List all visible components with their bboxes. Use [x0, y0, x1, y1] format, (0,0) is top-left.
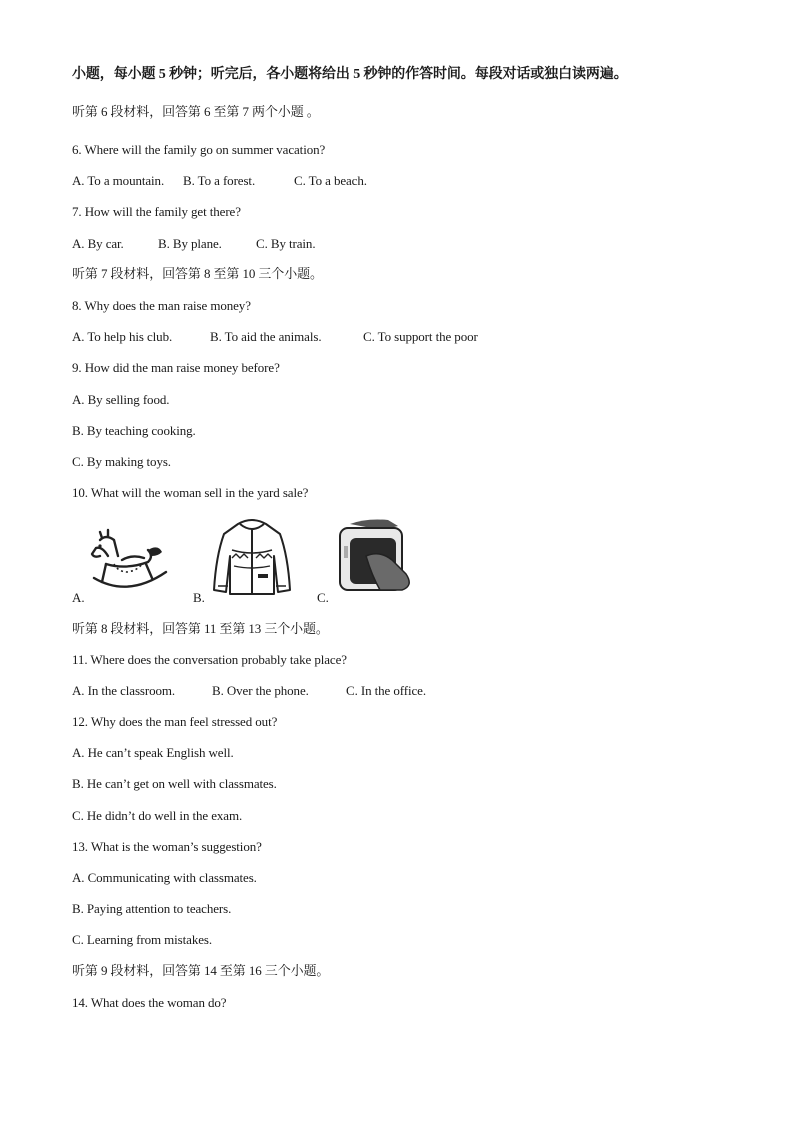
question-13-stem: 13. What is the woman’s suggestion?	[72, 839, 262, 854]
question-9-option-c[interactable]: C. By making toys.	[72, 454, 171, 469]
section-7-heading: 听第 7 段材料，回答第 8 至第 10 三个小题。	[72, 266, 323, 281]
option-a[interactable]: A. By car.	[72, 236, 124, 251]
option-c[interactable]: C. By train.	[256, 236, 316, 251]
question-9-option-a[interactable]: A. By selling food.	[72, 392, 170, 407]
question-7-stem: 7. How will the family get there?	[72, 204, 241, 219]
option-c[interactable]: C. To a beach.	[294, 173, 367, 188]
question-12-option-c[interactable]: C. He didn’t do well in the exam.	[72, 808, 243, 823]
option-c[interactable]: C. In the office.	[346, 683, 427, 698]
question-9-stem: 9. How did the man raise money before?	[72, 360, 280, 375]
option-c[interactable]: C. To support the poor	[363, 329, 478, 344]
question-13-option-a[interactable]: A. Communicating with classmates.	[72, 870, 257, 885]
picture-b-label[interactable]: B.	[193, 590, 205, 605]
question-11-stem: 11. Where does the conversation probably take place?	[72, 652, 347, 667]
jacket-picture	[210, 516, 294, 596]
option-b[interactable]: B. By plane.	[158, 236, 222, 251]
question-10-stem: 10. What will the woman sell in the yard sale?	[72, 485, 309, 500]
option-a[interactable]: A. In the classroom.	[72, 683, 176, 698]
toaster-picture	[336, 516, 418, 596]
option-a[interactable]: A. To help his club.	[72, 329, 173, 344]
option-b[interactable]: B. Over the phone.	[212, 683, 309, 698]
option-b[interactable]: B. To a forest.	[183, 173, 256, 188]
section-9-heading: 听第 9 段材料，回答第 14 至第 16 三个小题。	[72, 963, 330, 978]
section-8-heading: 听第 8 段材料，回答第 11 至第 13 三个小题。	[72, 621, 329, 636]
option-b[interactable]: B. To aid the animals.	[210, 329, 322, 344]
question-8-stem: 8. Why does the man raise money?	[72, 298, 251, 313]
question-11-options	[72, 682, 426, 700]
intro-text: 小题，每小题 5 秒钟；听完后，各小题将给出 5 秒钟的作答时间。每段对话或独白读两遍。	[72, 67, 628, 82]
question-14-stem: 14. What does the woman do?	[72, 995, 227, 1010]
question-6-options	[72, 172, 367, 190]
question-7-options	[72, 235, 315, 253]
question-12-stem: 12. Why does the man feel stressed out?	[72, 714, 278, 729]
option-a[interactable]: A. To a mountain.	[72, 173, 165, 188]
question-12-option-a[interactable]: A. He can’t speak English well.	[72, 745, 234, 760]
picture-a-label[interactable]: A.	[72, 590, 85, 605]
question-9-option-b[interactable]: B. By teaching cooking.	[72, 423, 196, 438]
picture-c-label[interactable]: C.	[317, 590, 329, 605]
question-6-stem: 6. Where will the family go on summer vacation?	[72, 142, 326, 157]
rocking-horse-picture	[88, 526, 170, 598]
question-12-option-b[interactable]: B. He can’t get on well with classmates.	[72, 776, 277, 791]
question-13-option-c[interactable]: C. Learning from mistakes.	[72, 932, 213, 947]
question-8-options	[72, 328, 478, 346]
section-6-heading: 听第 6 段材料，回答第 6 至第 7 两个小题 。	[72, 104, 320, 119]
question-13-option-b[interactable]: B. Paying attention to teachers.	[72, 901, 232, 916]
